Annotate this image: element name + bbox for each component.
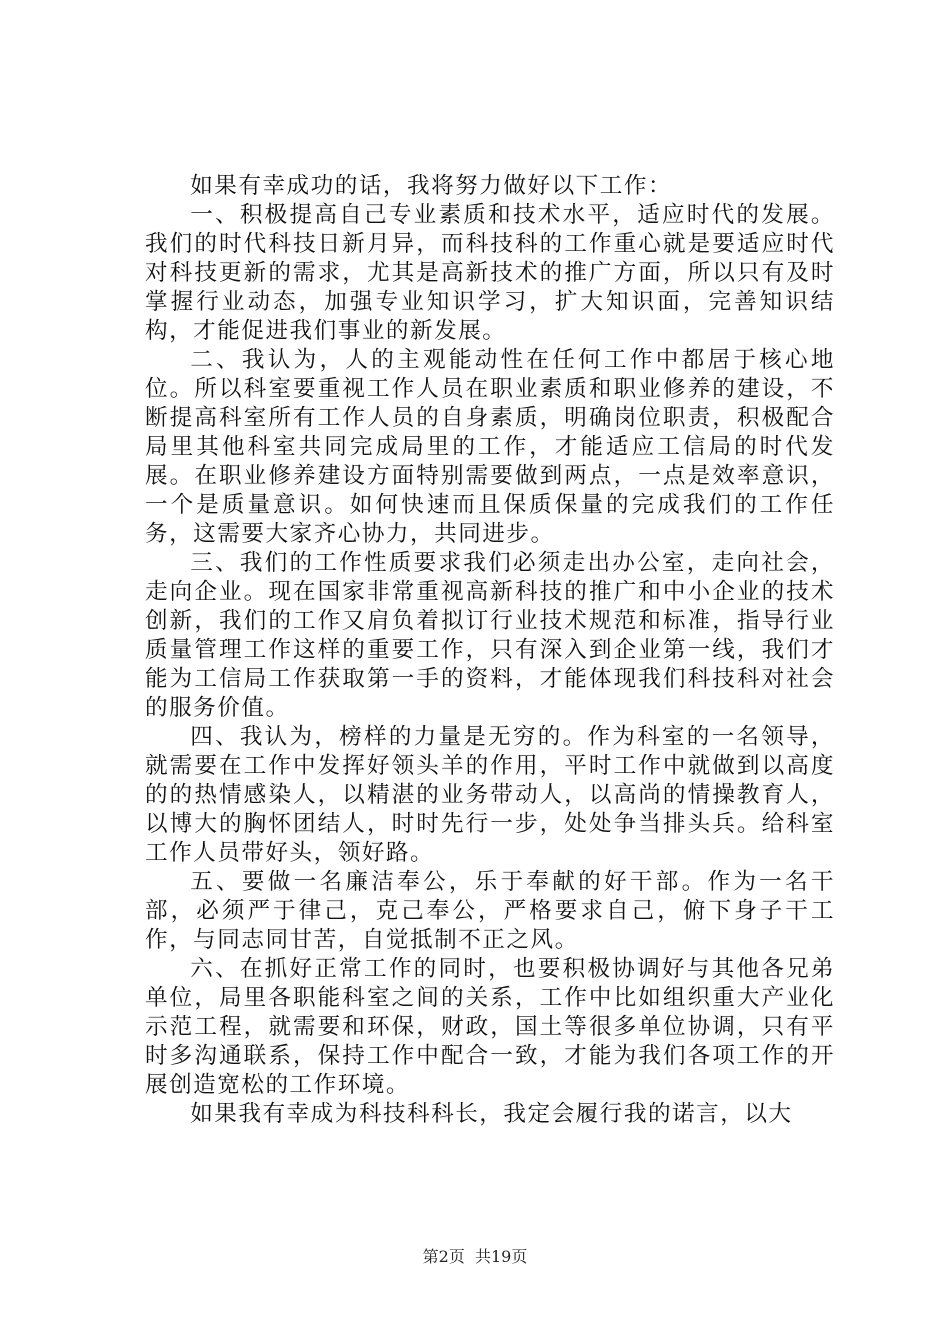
page-number-label: 第2页 共19页 bbox=[422, 1247, 528, 1266]
paragraph-closing: 如果我有幸成为科技科科长，我定会履行我的诺言，以大 bbox=[190, 1101, 793, 1127]
paragraph-item-5: 五、要做一名廉洁奉公，乐于奉献的好干部。作为一名干部，必须严于律己，克己奉公，严格要求自己，俯下身子干工作，与同志同甘苦，自觉抵制不正之风。 bbox=[145, 869, 835, 953]
paragraph-item-1: 一、积极提高自己专业素质和技术水平，适应时代的发展。我们的时代科技日新月异，而科技科的工作重心就是要适应时代对科技更新的需求，尤其是高新技术的推广方面，所以只有及时掌握行业动态，加强专业知识学习，扩大知识面，完善知识结构，才能促进我们事业的新发展。 bbox=[145, 202, 835, 344]
paragraph-item-6: 六、在抓好正常工作的同时，也要积极协调好与其他各兄弟单位，局里各职能科室之间的关系，工作中比如组织重大产业化示范工程，就需要和环保，财政，国土等很多单位协调，只有平时多沟通联系，保持工作中配合一致，才能为我们各项工作的开展创造宽松的工作环境。 bbox=[145, 956, 835, 1098]
paragraph-item-4: 四、我认为，榜样的力量是无穷的。作为科室的一名领导，就需要在工作中发挥好领头羊的作用，平时工作中就做到以高度的的热情感染人，以精湛的业务带动人，以高尚的情操教育人，以博大的胸怀团结人，时时先行一步，处处争当排头兵。给科室工作人员带好头，领好路。 bbox=[145, 724, 835, 866]
document-body bbox=[145, 172, 835, 1129]
paragraph-item-3: 三、我们的工作性质要求我们必须走出办公室，走向社会，走向企业。现在国家非常重视高新科技的推广和中小企业的技术创新，我们的工作又肩负着拟订行业技术规范和标准，指导行业质量管理工作这样的重要工作，只有深入到企业第一线，我们才能为工信局工作获取第一手的资料，才能体现我们科技科对社会的服务价值。 bbox=[145, 550, 835, 721]
page-footer bbox=[0, 1244, 950, 1267]
paragraph-intro: 如果有幸成功的话，我将努力做好以下工作： bbox=[190, 173, 673, 199]
paragraph-item-2: 二、我认为，人的主观能动性在任何工作中都居于核心地位。所以科室要重视工作人员在职业素质和职业修养的建设，不断提高科室所有工作人员的自身素质，明确岗位职责，积极配合局里其他科室共同完成局里的工作，才能适应工信局的时代发展。在职业修养建设方面特别需要做到两点，一点是效率意识，一个是质量意识。如何快速而且保质保量的完成我们的工作任务，这需要大家齐心协力，共同进步。 bbox=[145, 347, 835, 547]
